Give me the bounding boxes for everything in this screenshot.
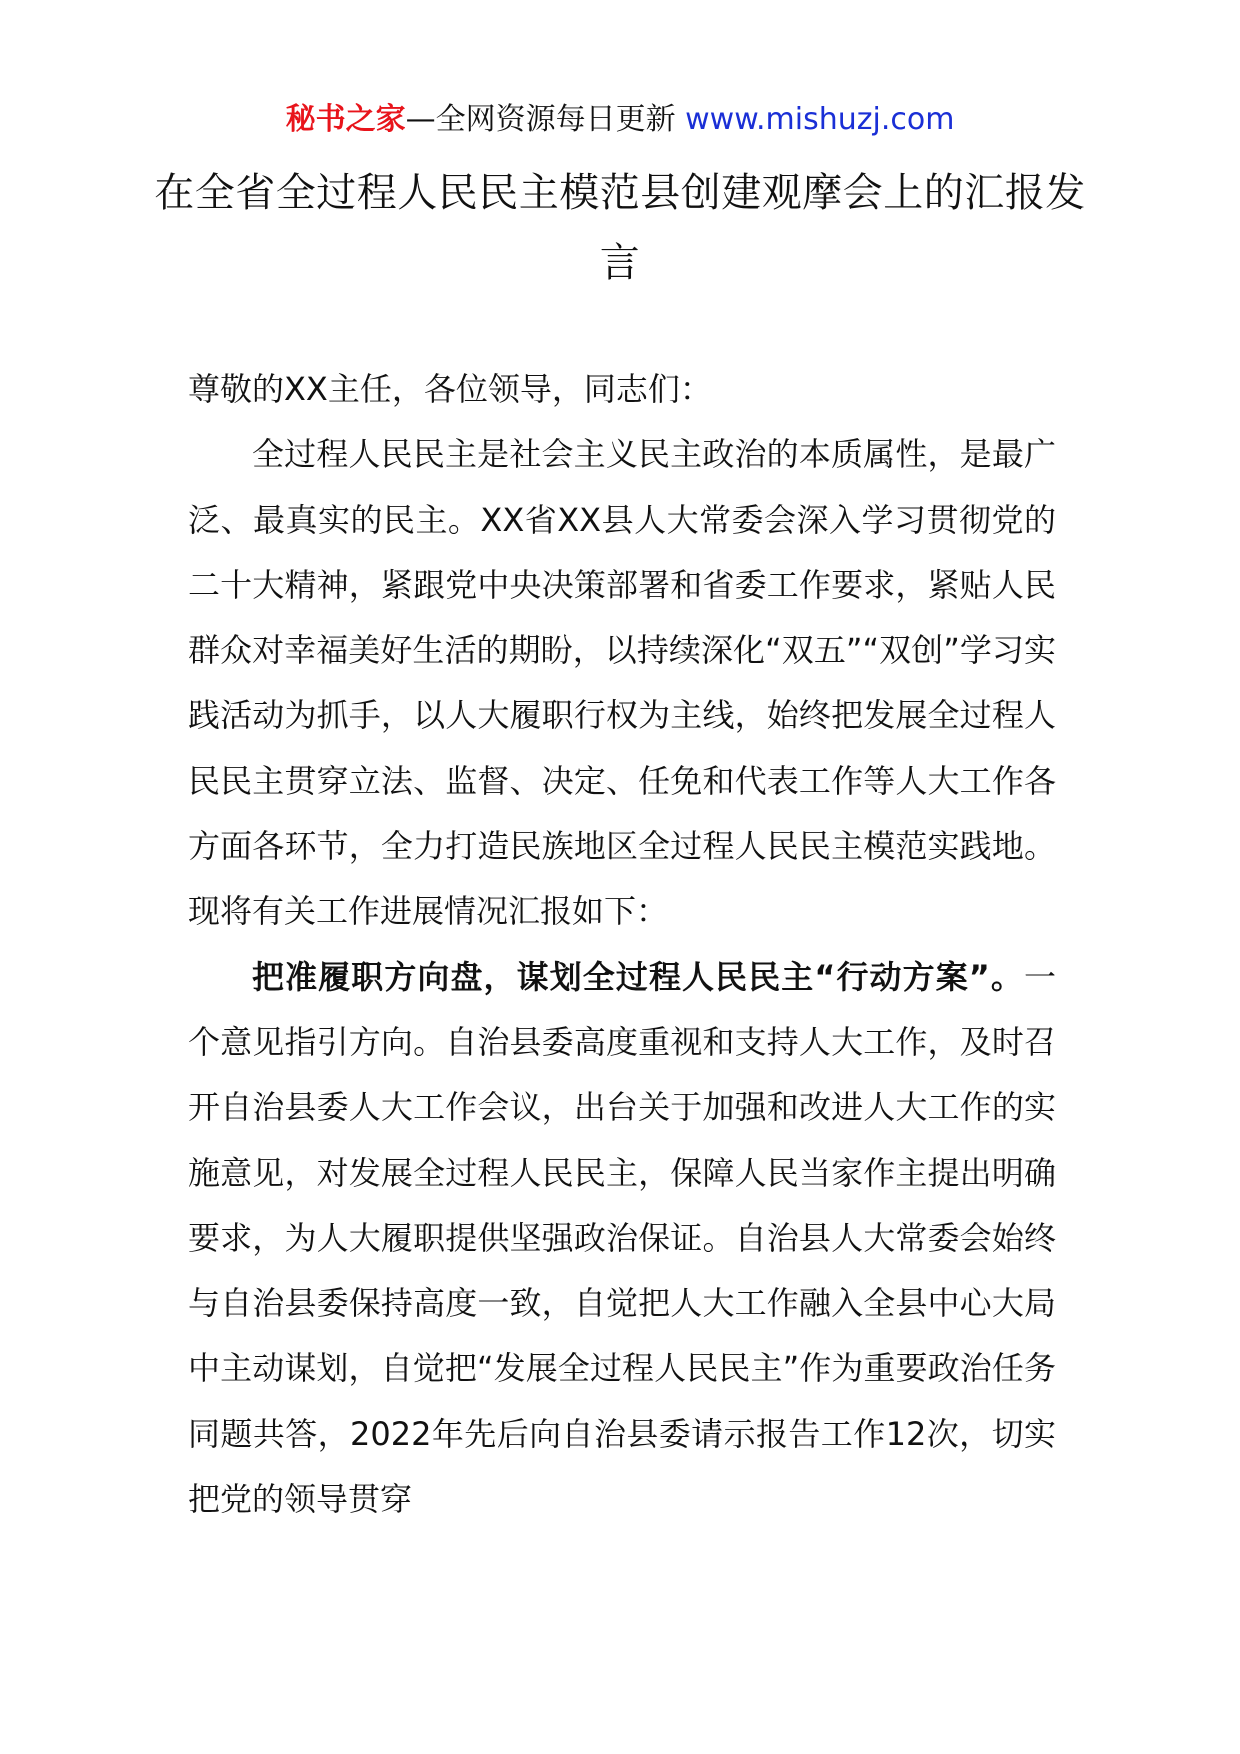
salutation: 尊敬的XX主任，各位领导，同志们： [188, 370, 712, 408]
paragraph-lead: 把准履职方向盘，谋划全过程人民民主“行动方案”。 [252, 957, 1024, 996]
banner-slogan: —全网资源每日更新 [405, 102, 686, 137]
site-url-link[interactable]: www.mishuzj.com [685, 102, 955, 137]
document-body [188, 357, 1056, 1532]
document-title: 在全省全过程人民民主模范县创建观摩会上的汇报发言 [154, 170, 1086, 286]
paragraph-intro [188, 422, 1056, 944]
site-banner [0, 100, 1240, 140]
paragraph-text: 全过程人民民主是社会主义民主政治的本质属性，是最广泛、最真实的民主。XX省XX县人大常委会深入学习贯彻党的二十大精神，紧跟党中央决策部署和省委工作要求，紧贴人民群众对幸福美好生活的期盼，以持续深化“双五”“双创”学习实践活动为抓手，以人大履职行权为主线，始终把发展全过程人民民主贯穿立法、监督、决定、任免和代表工作等人大工作各方面各环节，全力打造民族地区全过程人民民主模范实践地。现将有关工作进展情况汇报如下： [188, 435, 1056, 931]
paragraph-section-one [188, 945, 1056, 1533]
brand-name: 秘书之家 [285, 102, 406, 137]
paragraph-text: 一个意见指引方向。自治县委高度重视和支持人大工作，及时召开自治县委人大工作会议，出台关于加强和改进人大工作的实施意见，对发展全过程人民民主，保障人民当家作主提出明确要求，为人大履职提供坚强政治保证。自治县人大常委会始终与自治县委保持高度一致，自觉把人大工作融入全县中心大局中主动谋划，自觉把“发展全过程人民民主”作为重要政治任务同题共答，2022年先后向自治县委请示报告工作12次，切实把党的领导贯穿 [188, 957, 1056, 1519]
